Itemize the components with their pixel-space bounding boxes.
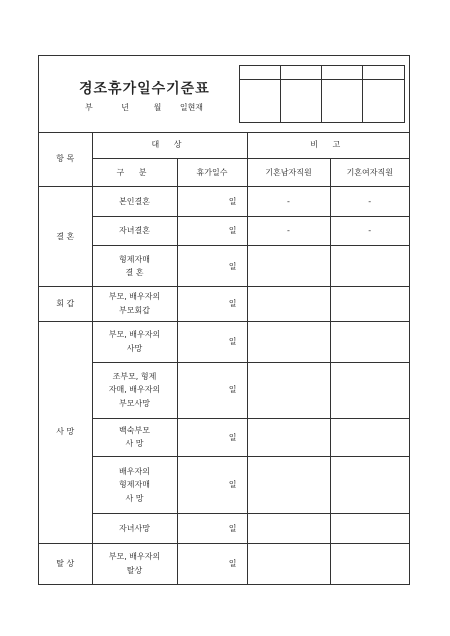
row-male[interactable]	[247, 287, 330, 322]
row-days[interactable]: 일	[177, 321, 247, 362]
approval-header-cell	[281, 66, 322, 80]
table-row	[39, 287, 409, 322]
approval-header-cell	[363, 66, 404, 80]
header-division: 구 분	[92, 158, 177, 187]
row-days[interactable]: 일	[177, 362, 247, 418]
table-subheader-row	[39, 158, 409, 187]
row-division: 조부모, 형제 자매, 배우자의 부모사망	[92, 362, 177, 418]
row-female[interactable]	[330, 543, 409, 584]
date-part-day: 일현재	[179, 103, 204, 112]
row-male[interactable]	[247, 543, 330, 584]
row-male[interactable]	[247, 246, 330, 287]
table-header-row	[39, 132, 409, 158]
approval-header-cell	[240, 66, 281, 80]
row-days[interactable]: 일	[177, 216, 247, 246]
row-female[interactable]: -	[330, 216, 409, 246]
row-female[interactable]	[330, 321, 409, 362]
header-target: 대 상	[92, 132, 247, 158]
row-female[interactable]	[330, 418, 409, 457]
row-division: 자녀결혼	[92, 216, 177, 246]
row-male[interactable]	[247, 321, 330, 362]
approval-sign-cell[interactable]	[240, 80, 281, 122]
row-division: 부모, 배우자의 부모회갑	[92, 287, 177, 322]
row-days[interactable]: 일	[177, 457, 247, 514]
table-row	[39, 187, 409, 217]
date-part-year: 년	[121, 103, 130, 112]
table-row	[39, 418, 409, 457]
row-division: 형제자매 결 혼	[92, 246, 177, 287]
group-mourning-end: 탈 상	[39, 543, 92, 584]
row-male[interactable]	[247, 418, 330, 457]
row-female[interactable]	[330, 287, 409, 322]
row-male[interactable]: -	[247, 216, 330, 246]
date-part-department: 부	[85, 103, 93, 112]
table-row	[39, 514, 409, 544]
row-days[interactable]: 일	[177, 187, 247, 217]
leave-standard-form	[38, 55, 410, 585]
row-days[interactable]: 일	[177, 514, 247, 544]
header-married-female: 기혼여자직원	[330, 158, 409, 187]
row-female[interactable]: -	[330, 187, 409, 217]
row-division: 백숙부모 사 망	[92, 418, 177, 457]
header-item: 항 목	[39, 132, 92, 187]
date-part-month: 월	[153, 103, 162, 112]
row-division: 부모, 배우자의 탈상	[92, 543, 177, 584]
row-division: 본인결혼	[92, 187, 177, 217]
row-division: 부모, 배우자의 사망	[92, 321, 177, 362]
group-marriage: 결 혼	[39, 187, 92, 287]
table-row	[39, 246, 409, 287]
header-remarks: 비 고	[247, 132, 409, 158]
header-married-male: 기혼남자직원	[247, 158, 330, 187]
row-male[interactable]	[247, 362, 330, 418]
row-division: 자녀사망	[92, 514, 177, 544]
form-title: 경조휴가일수기준표	[79, 81, 210, 97]
group-sixtieth: 회 갑	[39, 287, 92, 322]
header-days: 휴가일수	[177, 158, 247, 187]
table-row	[39, 216, 409, 246]
approval-header-cell	[322, 66, 363, 80]
form-date-line	[79, 102, 203, 113]
row-days[interactable]: 일	[177, 287, 247, 322]
row-division: 배우자의 형제자매 사 망	[92, 457, 177, 514]
row-female[interactable]	[330, 362, 409, 418]
approval-stamp-box	[239, 65, 405, 123]
row-days[interactable]: 일	[177, 418, 247, 457]
approval-sign-cell[interactable]	[363, 80, 404, 122]
row-days[interactable]: 일	[177, 246, 247, 287]
table-row	[39, 543, 409, 584]
row-male[interactable]	[247, 514, 330, 544]
row-female[interactable]	[330, 246, 409, 287]
row-female[interactable]	[330, 457, 409, 514]
approval-sign-cell[interactable]	[322, 80, 363, 122]
leave-table	[39, 132, 409, 584]
form-header	[39, 56, 409, 133]
table-row	[39, 457, 409, 514]
table-row	[39, 321, 409, 362]
group-death: 사 망	[39, 321, 92, 543]
row-male[interactable]	[247, 457, 330, 514]
row-male[interactable]: -	[247, 187, 330, 217]
row-days[interactable]: 일	[177, 543, 247, 584]
approval-sign-cell[interactable]	[281, 80, 322, 122]
row-female[interactable]	[330, 514, 409, 544]
table-row	[39, 362, 409, 418]
